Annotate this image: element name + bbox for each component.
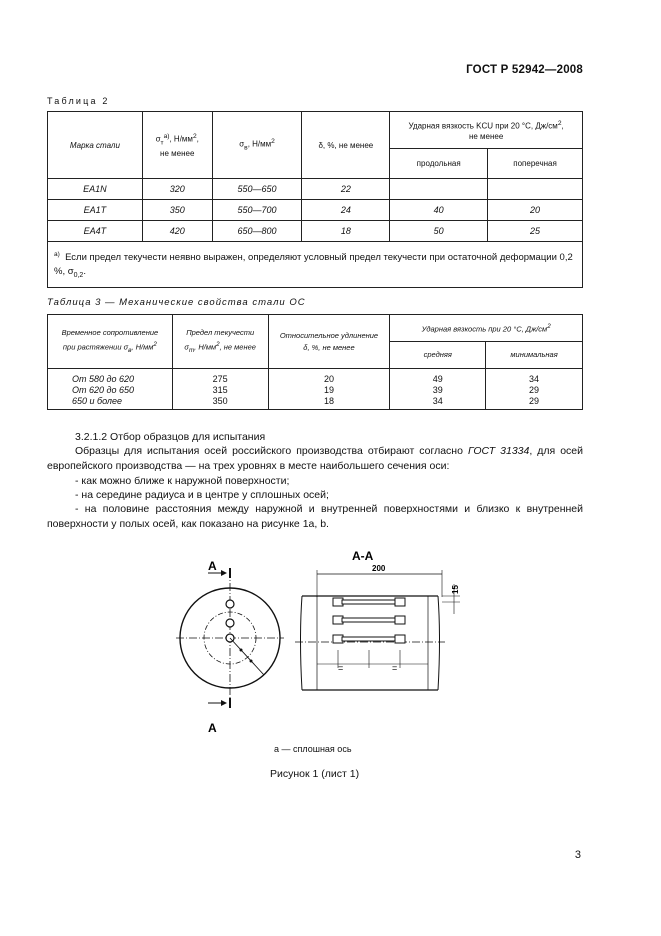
table3 — [47, 314, 583, 410]
t3-head-minimum: минимальная — [486, 342, 583, 369]
section-paragraph: Образцы для испытания осей российского производства отбирают согласно ГОСТ 31334, для осей европейского производства — на трех уровнях в месте наибольшего сечения оси: — [47, 445, 583, 472]
t3-elongation-values: 20 19 18 — [268, 369, 390, 410]
table-row — [48, 200, 583, 221]
t3-head-tensile: Временное сопротивление при растяжении $\sigma_в$, $Н/мм^2$ — [48, 315, 173, 369]
table-row — [48, 221, 583, 242]
t3-head-average: средняя — [390, 342, 486, 369]
table-cell: 550—650 — [212, 179, 302, 200]
t2-head-tensile: $\sigma_в$, $Н/мм^2$ — [212, 112, 302, 179]
figure-note: а — сплошная ось — [274, 744, 352, 754]
t2-head-elongation: δ, %, не менее — [302, 112, 390, 179]
table-cell: 24 — [302, 200, 390, 221]
section-view — [295, 549, 460, 690]
t3-head-yield: Предел текучести $\sigma_т$, $Н/мм^2$, не менее — [172, 315, 268, 369]
t3-yield-values: 275 315 350 — [172, 369, 268, 410]
table-cell: 25 — [488, 221, 583, 242]
table-cell: EA1N — [48, 179, 143, 200]
t3-minimum-values: 34 29 29 — [486, 369, 583, 410]
t3-average-values: 49 39 34 — [390, 369, 486, 410]
table-cell: 320 — [142, 179, 212, 200]
cross-section-view — [176, 559, 284, 735]
t3-head-elongation: Относительное удлинение δ, %, не менее — [268, 315, 390, 369]
table-cell — [488, 179, 583, 200]
section-heading: 3.2.1.2 Отбор образцов для испытания — [75, 431, 266, 443]
table-cell: EA4T — [48, 221, 143, 242]
t2-head-longitudinal: продольная — [390, 149, 488, 179]
t2-head-yield: $\sigma_т^{а)}$, $Н/мм^2$, не менее — [142, 112, 212, 179]
bullet-item: - на середине радиуса и в центре у сплошных осей; — [75, 489, 329, 501]
t2-head-transverse: поперечная — [488, 149, 583, 179]
dim-15: 15 — [451, 585, 460, 594]
bullet-item: - как можно ближе к наружной поверхности; — [75, 475, 290, 487]
figure-title: Рисунок 1 (лист 1) — [270, 768, 360, 780]
table2 — [47, 111, 583, 288]
table2-footnote: $^{а)}$ Если предел текучести неявно выражен, определяют условный предел текучести при остаточной деформации 0,2 %, $\sigma_{0,2}$. — [48, 242, 583, 288]
t3-tensile-values: От 580 до 620 От 620 до 650 650 и более — [48, 369, 173, 410]
dim-200: 200 — [372, 564, 386, 573]
table-cell: 20 — [488, 200, 583, 221]
table2-caption: Таблица 2 — [47, 96, 110, 106]
axle-figure — [160, 540, 480, 740]
page-number: 3 — [574, 849, 581, 861]
table-cell: 650—800 — [212, 221, 302, 242]
equal-mark-left: = — [338, 663, 344, 673]
table-cell: 550—700 — [212, 200, 302, 221]
document-id: ГОСТ Р 52942—2008 — [466, 64, 583, 76]
table-cell: 22 — [302, 179, 390, 200]
section-label: А-А — [352, 549, 374, 563]
table-cell — [390, 179, 488, 200]
table3-caption: Таблица 3 — Механические свойства стали ОС — [47, 297, 306, 308]
t2-head-grade: Марка стали — [48, 112, 143, 179]
table-row — [48, 179, 583, 200]
table-cell: 420 — [142, 221, 212, 242]
table-row — [48, 369, 583, 410]
t3-head-impact: Ударная вязкость при 20 °С, $Дж/см^2$ — [390, 315, 583, 342]
table-cell: 350 — [142, 200, 212, 221]
cut-label-top: А — [208, 559, 217, 573]
table-cell: 50 — [390, 221, 488, 242]
table-cell: EA1T — [48, 200, 143, 221]
cut-label-bottom: А — [208, 721, 217, 735]
bullet-item: - на половине расстояния между наружной и внутренней поверхностями и близко к внутренней поверхности у полых осей, как показано на рисунке 1а, b. — [47, 503, 583, 530]
table-cell: 18 — [302, 221, 390, 242]
equal-mark-right: = — [392, 663, 398, 673]
t2-head-impact: Ударная вязкость KCU при 20 °С, $Дж/см^2$, не менее — [390, 112, 583, 149]
table-cell: 40 — [390, 200, 488, 221]
